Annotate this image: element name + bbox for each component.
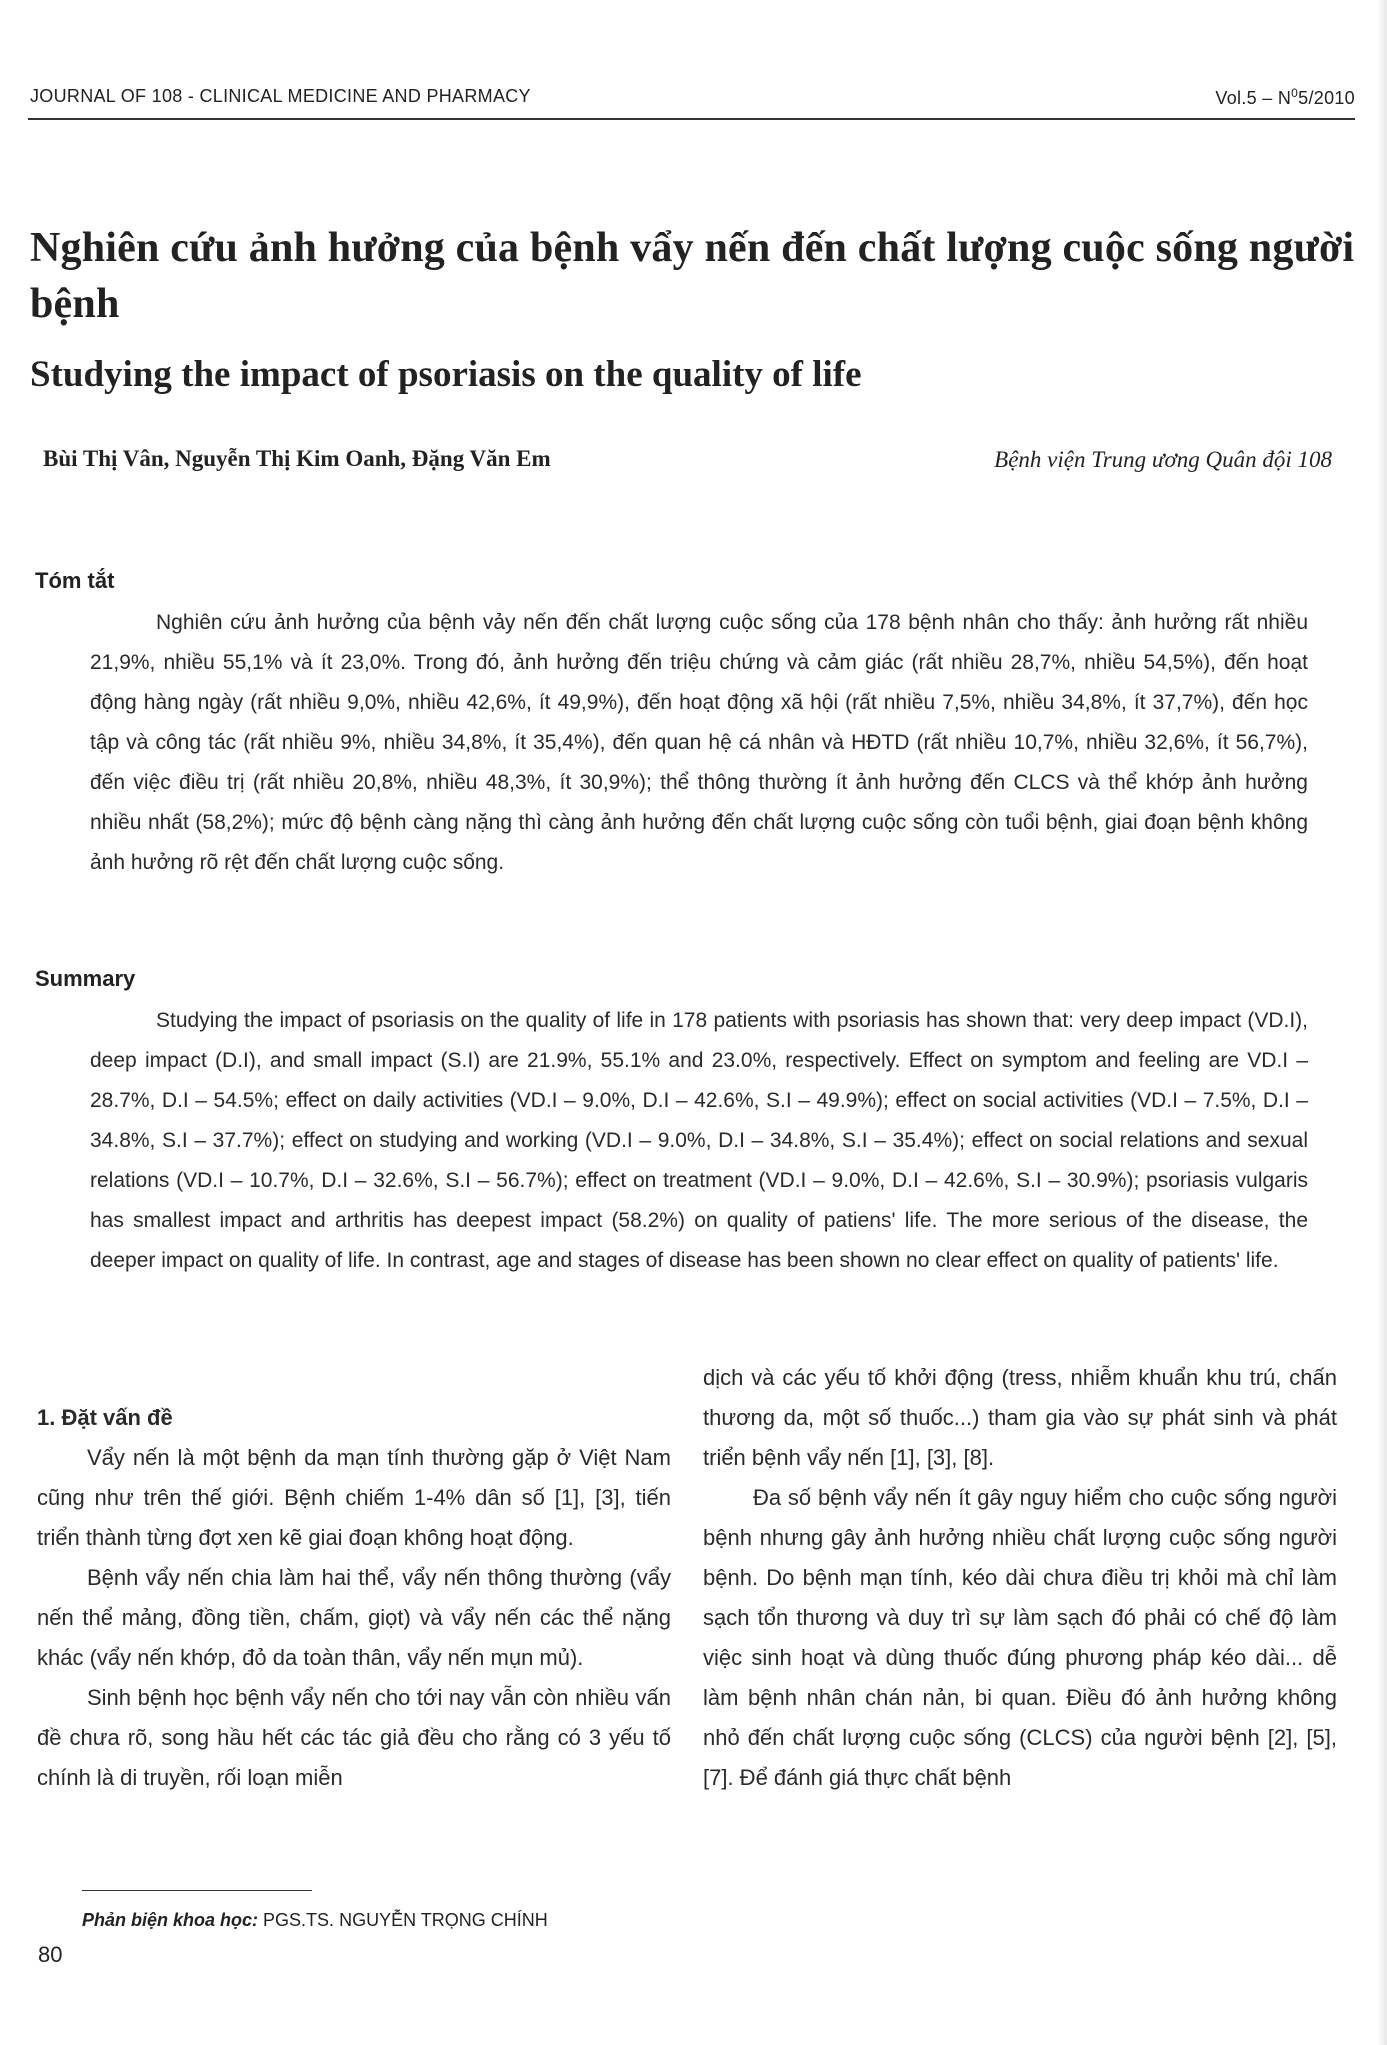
body-column-right	[703, 1358, 1337, 1798]
affiliation: Bệnh viện Trung ương Quân đội 108	[994, 447, 1332, 472]
volume-issue: $Vol.5 - N^05/2010$	[1215, 86, 1355, 108]
page-number: 80	[38, 1942, 63, 1967]
running-header	[30, 86, 1355, 109]
body-paragraph: Sinh bệnh học bệnh vẩy nến cho tới nay vẫn còn nhiều vấn đề chưa rõ, song hầu hết các tác giả đều cho rằng có 3 yếu tố chính là di truyền, rối loạn miễn	[37, 1685, 671, 1790]
footnote-rule	[82, 1890, 312, 1891]
abstract-en-text: Studying the impact of psoriasis on the quality of life in 178 patients with psoriasis has shown that: very deep impact (VD.I), deep impact (D.I), and small impact (S.I) are 21.9%, 55.1% and 23.0%, respectively. Effect on symptom and feeling are VD.I – 28.7%, D.I – 54.5%; effect on daily activities (VD.I – 9.0%, D.I – 42.6%, S.I – 49.9%); effect on social activities (VD.I – 7.5%, D.I – 34.8%, S.I – 37.7%); effect on studying and working (VD.I – 9.0%, D.I – 34.8%, S.I – 35.4%); effect on social relations and sexual relations (VD.I – 10.7%, D.I – 32.6%, S.I – 56.7%); effect on treatment (VD.I – 9.0%, D.I – 42.6%, S.I – 30.9%); psoriasis vulgaris has smallest impact and arthritis has deepest impact (58.2%) on quality of patiens' life. The more serious of the disease, the deeper impact on quality of life. In contrast, age and stages of disease has been shown no clear effect on quality of patients' life.	[90, 1009, 1308, 1272]
article-title-vietnamese: Nghiên cứu ảnh hưởng của bệnh vẩy nến đến chất lượng cuộc sống người bệnh	[30, 225, 1355, 327]
abstract-vn-text: Nghiên cứu ảnh hưởng của bệnh vảy nến đến chất lượng cuộc sống của 178 bệnh nhân cho thấy: ảnh hưởng rất nhiều 21,9%, nhiều 55,1% và ít 23,0%. Trong đó, ảnh hưởng đến triệu chứng và cảm giác (rất nhiều 28,7%, nhiều 54,5%), đến hoạt động hàng ngày (rất nhiều 9,0%, nhiều 42,6%, ít 49,9%), đến hoạt động xã hội (rất nhiều 7,5%, nhiều 34,8%, ít 37,7%), đến học tập và công tác (rất nhiều 9%, nhiều 34,8%, ít 35,4%), đến quan hệ cá nhân và HĐTD (rất nhiều 10,7%, nhiều 32,6%, ít 56,7%), đến việc điều trị (rất nhiều 20,8%, nhiều 48,3%, ít 30,9%); thể thông thường ít ảnh hưởng đến CLCS và thể khớp ảnh hưởng nhiều nhất (58,2%); mức độ bệnh càng nặng thì càng ảnh hưởng đến chất lượng cuộc sống còn tuổi bệnh, giai đoạn bệnh không ảnh hưởng rõ rệt đến chất lượng cuộc sống.	[90, 611, 1308, 874]
page-edge-shadow	[1377, 0, 1387, 2045]
section-heading: 1. Đặt vấn đề	[37, 1405, 173, 1430]
body-paragraph-continued: dịch và các yếu tố khởi động (tress, nhiễm khuẩn khu trú, chấn thương da, một số thuốc...) tham gia vào sự phát sinh và phát triển bệnh vẩy nến [1], [3], [8].	[703, 1365, 1337, 1470]
body-paragraph: Đa số bệnh vẩy nến ít gây nguy hiểm cho cuộc sống người bệnh nhưng gây ảnh hưởng nhiều chất lượng cuộc sống người bệnh. Do bệnh mạn tính, kéo dài chưa điều trị khỏi mà chỉ làm sạch tổn thương và duy trì sự làm sạch đó phải có chế độ làm việc sinh hoạt và dùng thuốc đúng phương pháp kéo dài... dễ làm bệnh nhân chán nản, bi quan. Điều đó ảnh hưởng không nhỏ đến chất lượng cuộc sống (CLCS) của người bệnh [2], [5], [7]. Để đánh giá thực chất bệnh	[703, 1485, 1337, 1790]
reviewer-label: Phản biện khoa học:	[82, 1910, 259, 1930]
journal-name: JOURNAL OF 108 - CLINICAL MEDICINE AND PHARMACY	[30, 86, 531, 106]
body-paragraph: Vẩy nến là một bệnh da mạn tính thường gặp ở Việt Nam cũng như trên thế giới. Bệnh chiếm 1-4% dân số [1], [3], tiến triển thành từng đợt xen kẽ giai đoạn không hoạt động.	[37, 1445, 671, 1550]
body-paragraph: Bệnh vẩy nến chia làm hai thể, vẩy nến thông thường (vẩy nến thể mảng, đồng tiền, chấm, giọt) và vẩy nến các thể nặng khác (vẩy nến khớp, đỏ da toàn thân, vẩy nến mụn mủ).	[37, 1565, 671, 1670]
article-title-english: Studying the impact of psoriasis on the quality of life	[30, 354, 862, 395]
authors: Bùi Thị Vân, Nguyễn Thị Kim Oanh, Đặng Văn Em	[43, 446, 551, 471]
abstract-vn-heading: Tóm tắt	[35, 568, 115, 593]
body-column-left	[37, 1398, 671, 1798]
reviewer-note	[82, 1910, 548, 1931]
reviewer-name: PGS.TS. NGUYỄN TRỌNG CHÍNH	[263, 1910, 548, 1930]
abstract-en-heading: Summary	[35, 966, 136, 991]
header-rule	[28, 118, 1355, 120]
